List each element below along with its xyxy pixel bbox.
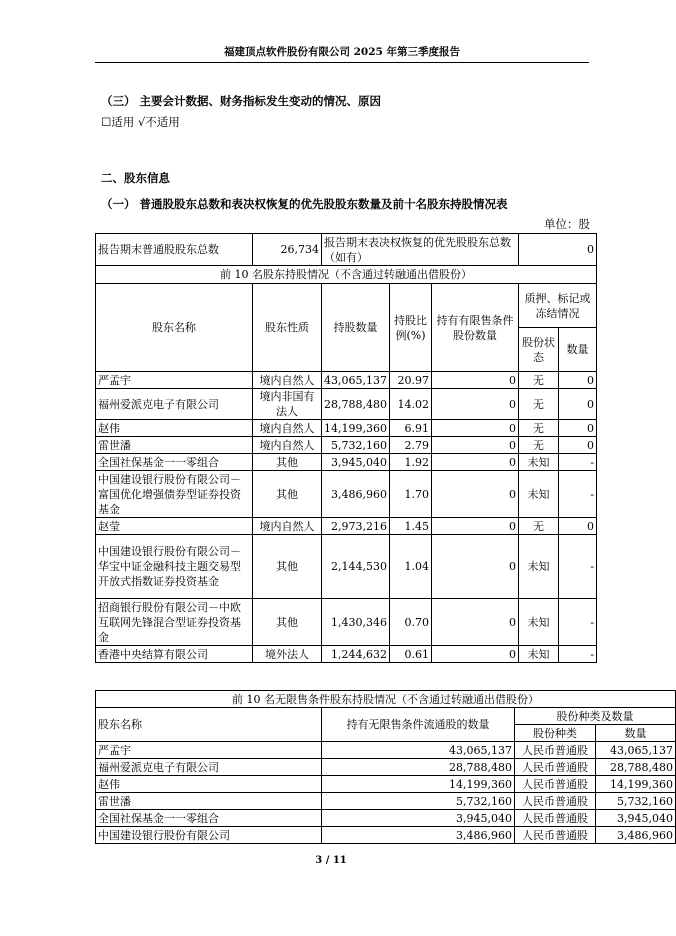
header-shares: 持股数量 [322, 284, 390, 372]
pledge-qty: - [559, 454, 597, 471]
share-ratio: 1.04 [390, 535, 432, 599]
unres-header-qty: 数量 [596, 725, 676, 742]
table-row [96, 646, 597, 663]
shareholder-nature: 境内自然人 [253, 372, 322, 389]
shareholder-name: 赵伟 [96, 420, 253, 437]
share-qty: 43,065,137 [596, 742, 676, 759]
pledge-qty: 0 [559, 389, 597, 420]
restricted-shares: 0 [432, 535, 519, 599]
table-row [96, 437, 597, 454]
page-header: 福建顶点软件股份有限公司 2025 年第三季度报告 [95, 44, 589, 63]
shareholder-nature: 境内自然人 [253, 518, 322, 535]
shareholder-name: 中国建设银行股份有限公司－富国优化增强债券型证券投资基金 [96, 471, 253, 518]
pledge-qty: - [559, 471, 597, 518]
pledge-status: 无 [519, 372, 559, 389]
unrestricted-shares: 3,486,960 [322, 827, 515, 844]
table-row [96, 518, 597, 535]
unrestricted-shares: 5,732,160 [322, 793, 515, 810]
unrestricted-shares: 14,199,360 [322, 776, 515, 793]
share-type: 人民币普通股 [515, 827, 596, 844]
unrestricted-shares: 43,065,137 [322, 742, 515, 759]
pledge-status: 未知 [519, 454, 559, 471]
shareholder-nature: 境内自然人 [253, 437, 322, 454]
share-qty: 3,486,960 [596, 827, 676, 844]
shareholder-name: 福州爱派克电子有限公司 [96, 389, 253, 420]
header-ratio: 持股比例(%) [390, 284, 432, 372]
share-type: 人民币普通股 [515, 793, 596, 810]
restricted-shares: 0 [432, 599, 519, 646]
share-qty: 28,788,480 [596, 759, 676, 776]
restricted-shares: 0 [432, 646, 519, 663]
shareholder-name: 雷世潘 [96, 437, 253, 454]
shareholder-name: 赵伟 [96, 776, 322, 793]
share-qty: 5,732,160 [596, 793, 676, 810]
share-ratio: 0.70 [390, 599, 432, 646]
pledge-qty: 0 [559, 372, 597, 389]
pledge-qty: 0 [559, 518, 597, 535]
table-row [96, 827, 676, 844]
restricted-shares: 0 [432, 518, 519, 535]
restricted-shares: 0 [432, 471, 519, 518]
top10-caption: 前 10 名股东持股情况（不含通过转融通出借股份） [96, 266, 597, 284]
header-name: 股东名称 [96, 284, 253, 372]
applicable-line: ☐适用 √不适用 [101, 115, 180, 129]
total-common-label: 报告期末普通股股东总数 [96, 234, 253, 266]
header-restricted: 持有有限售条件股份数量 [432, 284, 519, 372]
pledge-qty: 0 [559, 420, 597, 437]
table-row [96, 742, 676, 759]
shareholder-nature: 境内自然人 [253, 420, 322, 437]
header-nature: 股东性质 [253, 284, 322, 372]
total-pref-value: 0 [519, 234, 597, 266]
pledge-qty: - [559, 535, 597, 599]
table-row [96, 793, 676, 810]
unrestricted-table [95, 690, 676, 844]
share-qty: 14,199,360 [596, 776, 676, 793]
share-ratio: 14.02 [390, 389, 432, 420]
pledge-status: 未知 [519, 646, 559, 663]
pledge-status: 无 [519, 420, 559, 437]
unres-header-name: 股东名称 [96, 708, 322, 742]
unrestricted-shares: 28,788,480 [322, 759, 515, 776]
share-ratio: 1.45 [390, 518, 432, 535]
shareholder-name: 雷世潘 [96, 793, 322, 810]
shareholder-name: 严孟宇 [96, 742, 322, 759]
unres-header-shares: 持有无限售条件流通股的数量 [322, 708, 515, 742]
shareholder-nature: 其他 [253, 471, 322, 518]
section-2-title: 二、股东信息 [101, 171, 170, 185]
shareholder-name: 赵莹 [96, 518, 253, 535]
table-row [96, 372, 597, 389]
table-row [96, 599, 597, 646]
pledge-qty: - [559, 646, 597, 663]
share-ratio: 2.79 [390, 437, 432, 454]
subsection-1-title: （一） 普通股股东总数和表决权恢复的优先股股东数量及前十名股东持股情况表 [101, 197, 508, 211]
shares-held: 14,199,360 [322, 420, 390, 437]
header-qty: 数量 [559, 328, 597, 372]
table-row [96, 454, 597, 471]
shareholder-table [95, 233, 597, 663]
share-ratio: 6.91 [390, 420, 432, 437]
restricted-shares: 0 [432, 437, 519, 454]
pledge-qty: - [559, 599, 597, 646]
share-type: 人民币普通股 [515, 776, 596, 793]
shareholder-name: 中国建设银行股份有限公司－华宝中证金融科技主题交易型开放式指数证券投资基金 [96, 535, 253, 599]
shares-held: 1,430,346 [322, 599, 390, 646]
restricted-shares: 0 [432, 454, 519, 471]
shareholder-name: 全国社保基金一一零组合 [96, 454, 253, 471]
pledge-status: 未知 [519, 599, 559, 646]
pledge-status: 未知 [519, 471, 559, 518]
total-common-value: 26,734 [253, 234, 322, 266]
shares-held: 1,244,632 [322, 646, 390, 663]
share-ratio: 1.92 [390, 454, 432, 471]
share-type: 人民币普通股 [515, 810, 596, 827]
page-number: 3 / 11 [315, 855, 347, 866]
section-3-title: （三） 主要会计数据、财务指标发生变动的情况、原因 [101, 94, 382, 108]
share-qty: 3,945,040 [596, 810, 676, 827]
header-status: 股份状态 [519, 328, 559, 372]
table-row [96, 776, 676, 793]
shares-held: 43,065,137 [322, 372, 390, 389]
shareholder-nature: 境外法人 [253, 646, 322, 663]
pledge-status: 无 [519, 437, 559, 454]
table-row [96, 420, 597, 437]
shareholder-nature: 其他 [253, 599, 322, 646]
header-pledge: 质押、标记或冻结情况 [519, 284, 597, 328]
shareholder-nature: 其他 [253, 454, 322, 471]
table-row [96, 759, 676, 776]
shares-held: 3,486,960 [322, 471, 390, 518]
unrestricted-shares: 3,945,040 [322, 810, 515, 827]
table-row [96, 535, 597, 599]
table-row [96, 389, 597, 420]
shareholder-name: 香港中央结算有限公司 [96, 646, 253, 663]
pledge-status: 未知 [519, 535, 559, 599]
shareholder-nature: 其他 [253, 535, 322, 599]
restricted-shares: 0 [432, 372, 519, 389]
unres-header-type-qty: 股份种类及数量 [515, 708, 676, 725]
shares-held: 3,945,040 [322, 454, 390, 471]
share-type: 人民币普通股 [515, 742, 596, 759]
shareholder-name: 招商银行股份有限公司－中欧互联网先锋混合型证券投资基金 [96, 599, 253, 646]
shareholder-name: 中国建设银行股份有限公司 [96, 827, 322, 844]
restricted-shares: 0 [432, 420, 519, 437]
total-pref-label: 报告期末表决权恢复的优先股股东总数（如有） [322, 234, 519, 266]
unrestricted-caption: 前 10 名无限售条件股东持股情况（不含通过转融通出借股份） [96, 691, 676, 708]
unit-label: 单位：股 [544, 217, 590, 231]
shareholder-nature: 境内非国有法人 [253, 389, 322, 420]
shareholder-name: 全国社保基金一一零组合 [96, 810, 322, 827]
shares-held: 5,732,160 [322, 437, 390, 454]
pledge-status: 无 [519, 389, 559, 420]
shares-held: 2,144,530 [322, 535, 390, 599]
shareholder-name: 严孟宇 [96, 372, 253, 389]
pledge-qty: 0 [559, 437, 597, 454]
shares-held: 28,788,480 [322, 389, 390, 420]
table-row [96, 471, 597, 518]
share-ratio: 1.70 [390, 471, 432, 518]
share-type: 人民币普通股 [515, 759, 596, 776]
unres-header-type: 股份种类 [515, 725, 596, 742]
shareholder-name: 福州爱派克电子有限公司 [96, 759, 322, 776]
share-ratio: 0.61 [390, 646, 432, 663]
table-row [96, 810, 676, 827]
shares-held: 2,973,216 [322, 518, 390, 535]
share-ratio: 20.97 [390, 372, 432, 389]
restricted-shares: 0 [432, 389, 519, 420]
pledge-status: 无 [519, 518, 559, 535]
